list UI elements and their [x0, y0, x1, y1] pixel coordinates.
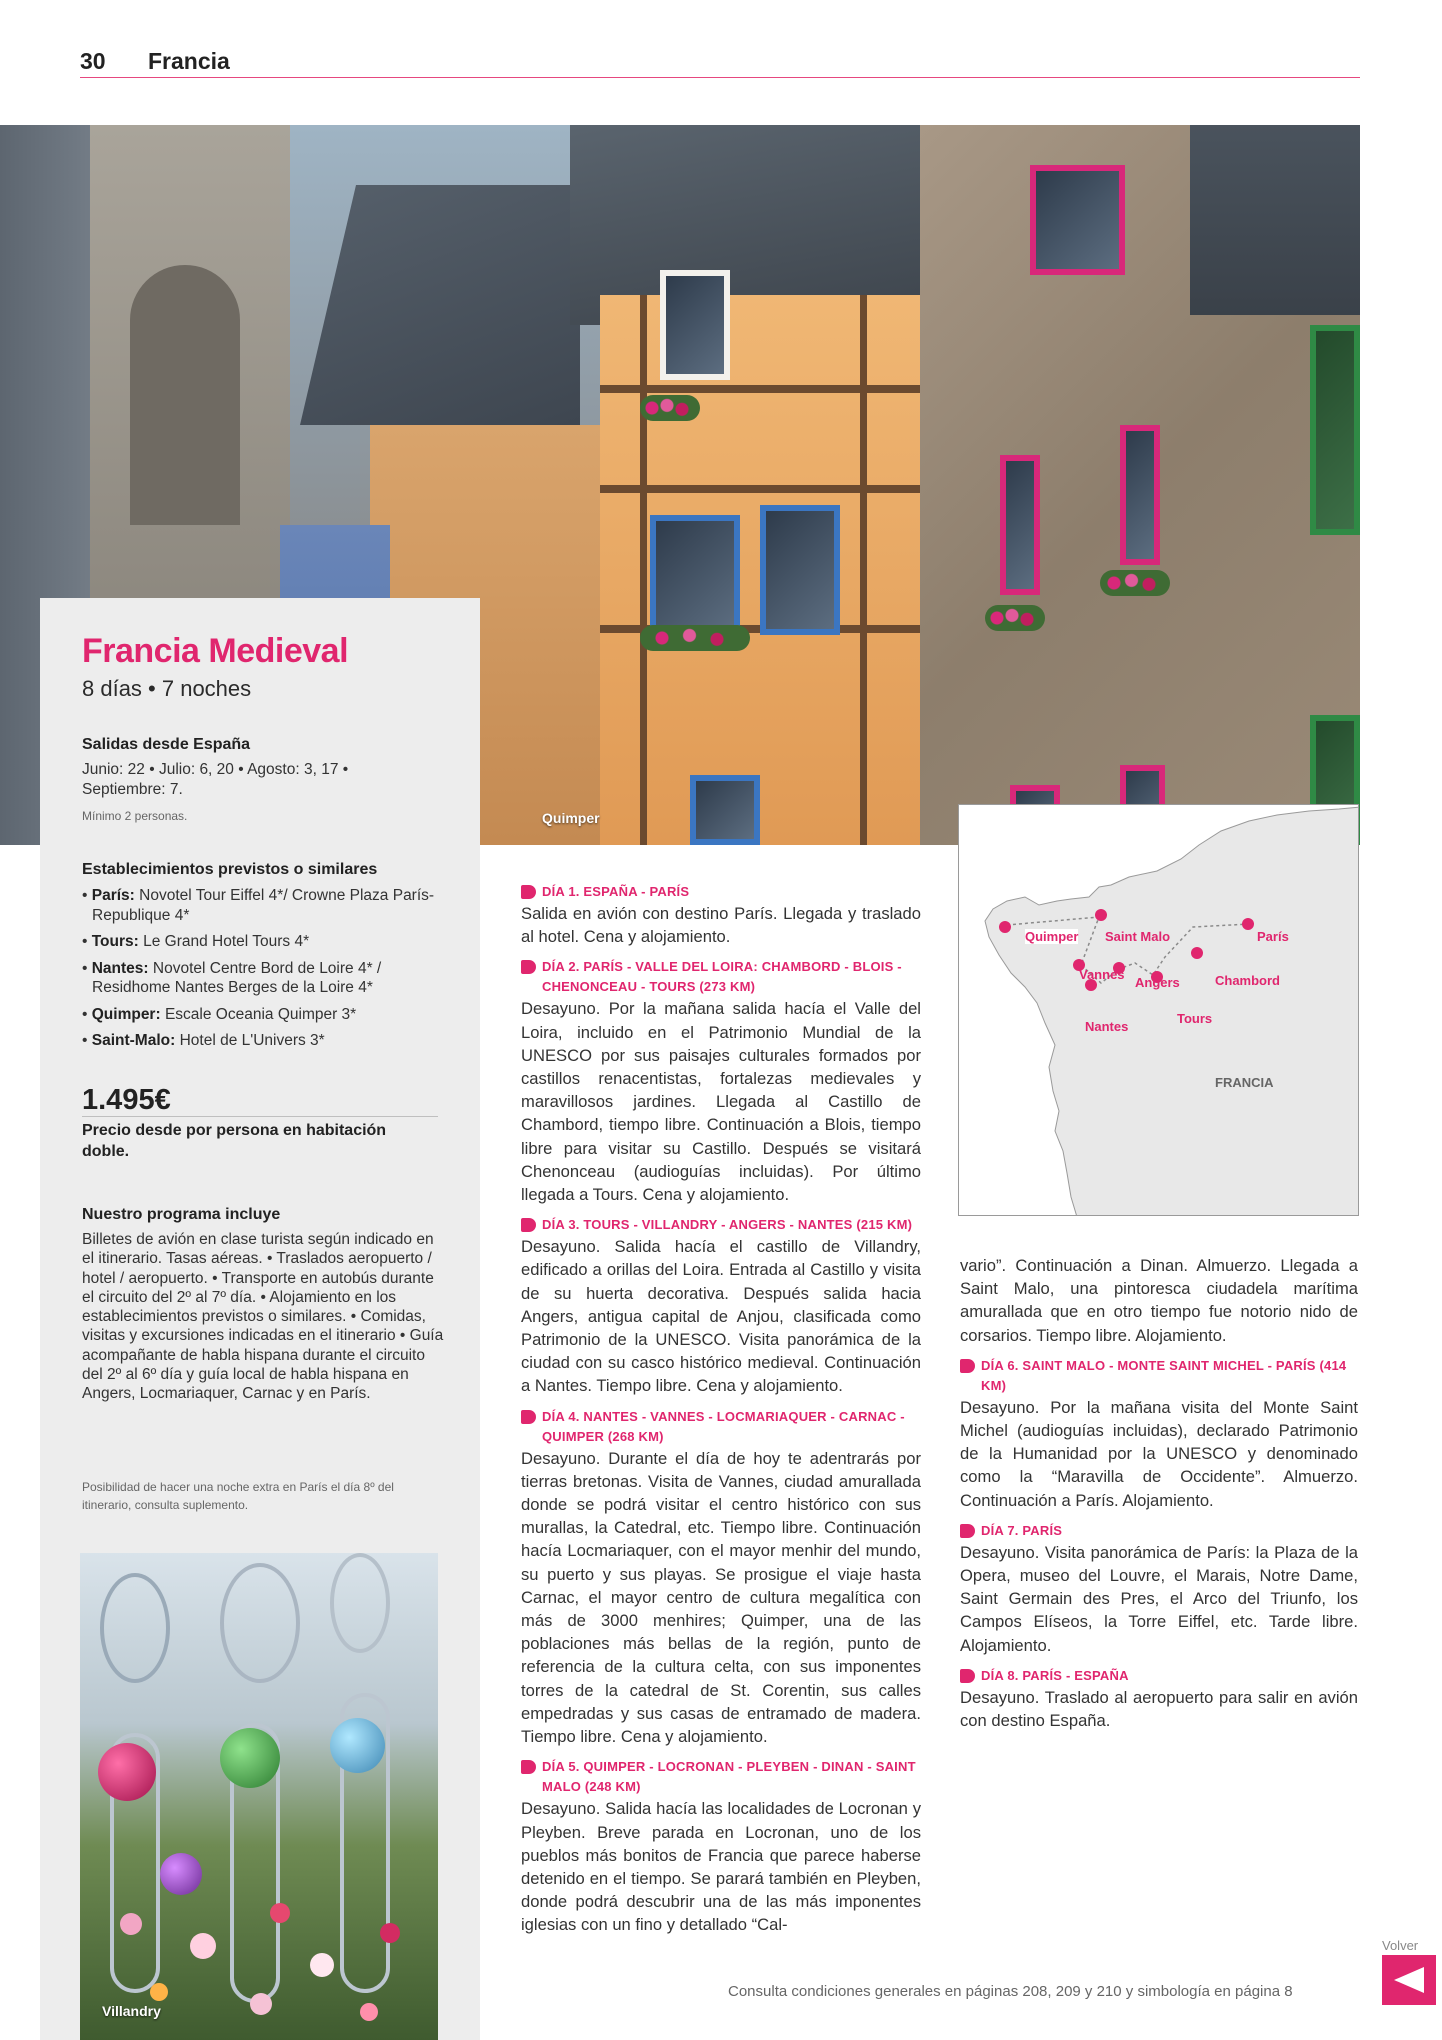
day-heading: DÍA 6. SAINT MALO - MONTE SAINT MICHEL - PARÍS (414 KM)	[981, 1357, 1347, 1393]
trip-title: Francia Medieval	[82, 632, 349, 670]
day-heading: DÍA 5. QUIMPER - LOCRONAN - PLEYBEN - DINAN - SAINT MALO (248 KM)	[542, 1759, 916, 1795]
itinerary-day-1	[521, 882, 921, 948]
hotel-item-quimper: • Quimper: Escale Oceania Quimper 3*	[82, 1005, 357, 1023]
day-marker-icon	[960, 1359, 975, 1373]
itinerary-day-4	[521, 1407, 921, 1749]
page-section-title: Francia	[148, 48, 230, 74]
hotel-item-nantes: • Nantes: Novotel Centre Bord de Loire 4* / Residhome Nantes Berges de la Loire 4*	[82, 959, 382, 996]
day-text: Desayuno. Por la mañana salida hacía el Valle del Loira, incluido en el Patrimonio Mundial de la UNESCO por sus paisajes culturales formados por castillos renacentistas, fortalezas medievales y maravillosos jardines. Llegada al Castillo de Chambord, tiempo libre. Continuación a Blois, tiempo libre para visitar su Castillo. Después se visitará Chenonceau (audioguías incluidas). Por último llegada a Tours. Cena y alojamiento.	[521, 999, 921, 1205]
day-text: Desayuno. Salida hacía las localidades de Locronan y Pleyben. Breve parada en Locronan, uno de los pueblos más bonitos de Francia que parece haberse detenido en el tiempo. Se parará también en Pleyben, donde podrá descubrir una de las más imponentes iglesias con un fino y detallado “Cal-	[521, 1799, 921, 1935]
map-point-chambord	[1191, 947, 1203, 959]
itinerary-day-5-continued	[960, 1254, 1358, 1347]
hotel-city: Saint-Malo:	[91, 1032, 176, 1049]
price-description: Precio desde por persona en habitación doble.	[82, 1122, 387, 1160]
day-heading: DÍA 4. NANTES - VANNES - LOCMARIAQUER - CARNAC - QUIMPER (268 KM)	[542, 1408, 905, 1444]
map-label-chambord: Chambord	[1215, 973, 1280, 988]
map-label-angers: Angers	[1135, 975, 1180, 990]
route-map-svg	[959, 805, 1359, 1216]
day-text: vario”. Continuación a Dinan. Almuerzo. Llegada a Saint Malo, una pintoresca ciudadela marítima amurallada que en otro tiempo fue notorio nido de corsarios. Tiempo libre. Alojamiento.	[960, 1256, 1358, 1345]
itinerary-day-2	[521, 957, 921, 1206]
hotel-name: Novotel Centre Bord de Loire 4* / Residhome Nantes Berges de la Loire 4*	[92, 959, 382, 996]
map-point-quimper	[999, 921, 1011, 933]
day-marker-icon	[521, 885, 536, 899]
day-marker-icon	[521, 1410, 536, 1424]
departures-heading: Salidas desde España	[82, 736, 251, 753]
back-button[interactable]	[1382, 1955, 1436, 2005]
day-text: Desayuno. Traslado al aeropuerto para salir en avión con destino España.	[960, 1687, 1358, 1731]
itinerary-day-5	[521, 1757, 921, 1936]
hotel-item-tours: • Tours: Le Grand Hotel Tours 4*	[82, 933, 310, 950]
map-label-paris: París	[1257, 929, 1289, 944]
day-heading: DÍA 8. PARÍS - ESPAÑA	[981, 1667, 1129, 1683]
day-marker-icon	[960, 1524, 975, 1538]
hotel-item-paris: • París: Novotel Tour Eiffel 4*/ Crowne Plaza París-Republique 4*	[82, 887, 435, 924]
day-marker-icon	[521, 960, 536, 974]
hotel-item-saint-malo: • Saint-Malo: Hotel de L'Univers 3*	[82, 1032, 325, 1049]
extra-night-note: Posibilidad de hacer una noche extra en París el día 8º del itinerario, consulta suplemento.	[82, 1480, 394, 1512]
day-text: Salida en avión con destino París. Llegada y traslado al hotel. Cena y alojamiento.	[521, 904, 921, 947]
hotel-name: Escale Oceania Quimper 3*	[164, 1005, 357, 1023]
itinerary-column-2	[960, 1254, 1358, 1741]
day-text: Desayuno. Por la mañana visita del Monte Saint Michel (audioguías incluidas), declarado Patrimonio de la Humanidad por la UNESCO y denominado como la “Maravilla de Occidente”. Almuerzo. Continuación a París. Alojamiento.	[960, 1397, 1358, 1510]
route-map	[958, 804, 1359, 1216]
hero-photo-caption: Quimper	[542, 810, 600, 826]
day-marker-icon	[960, 1669, 975, 1683]
hotel-city: Tours:	[91, 933, 139, 950]
trip-duration: 8 días • 7 noches	[82, 676, 252, 701]
map-label-saint-malo: Saint Malo	[1105, 929, 1171, 944]
back-label: Volver	[1382, 1938, 1419, 1953]
footer-conditions-note: Consulta condiciones generales en páginas 208, 209 y 210 y simbología en página 8	[728, 1983, 1293, 2000]
hotel-city: Quimper:	[91, 1005, 161, 1023]
departures-dates: Junio: 22 • Julio: 6, 20 • Agosto: 3, 17 • Septiembre: 7.	[82, 761, 349, 798]
price-divider	[82, 1116, 438, 1117]
day-text: Desayuno. Durante el día de hoy te adentrarás por tierras bretonas. Visita de Vannes, ciudad amurallada donde se podrá visitar el centro histórico con sus murallas, la Catedral, etc. Tiempo libre. Continuación hacía Locmariaquer, con el mayor menhir del mundo, su puerto y sus playas. Se prosigue el viaje hasta Carnac, el mayor centro de cultura megalítica con más de 3000 menhires; Quimper, una de las poblaciones más bellas de la región, punto de referencia de la cultura celta, con sus imponentes torres de la catedral de St. Corentin, sus calles empedradas y sus casas de entramado de madera. Tiempo libre. Cena y alojamiento.	[521, 1448, 921, 1747]
day-heading: DÍA 3. TOURS - VILLANDRY - ANGERS - NANTES (215 KM)	[542, 1217, 913, 1233]
map-point-paris	[1242, 918, 1254, 930]
day-text: Desayuno. Salida hacía el castillo de Villandry, edificado a orillas del Loira. Entrada al Castillo y visita de su huerta decorativa. Después salida hacia Angers, antigua capital de Anjou, clasificada como Patrimonio de la UNESCO. Visita panorámica de la ciudad con su casco histórico medieval. Continuación a Nantes. Tiempo libre. Cena y alojamiento.	[521, 1237, 921, 1396]
itinerary-day-6	[960, 1356, 1358, 1512]
hotel-name: Hotel de L'Univers 3*	[179, 1032, 325, 1049]
hotel-list	[82, 886, 452, 1058]
map-label-vannes: Vannes	[1079, 967, 1125, 982]
villandry-photo	[80, 1553, 438, 2040]
itinerary-day-8	[960, 1666, 1358, 1732]
itinerary-day-7	[960, 1521, 1358, 1657]
program-includes-text: Billetes de avión en clase turista según indicado en el itinerario. Tasas aéreas. • Traslados aeropuerto / hotel / aeropuerto. • Transporte en autobús durante el circuito del 2º al 7º día. • Alojamiento en los establecimientos previstos o similares. • Comidas, visitas y excursiones indicadas en el itinerario • Guía acompañante de habla hispana durante el circuito del 2º al 6º día y guía local de habla hispana en Angers, Locmariaquer, Carnac y en París.	[82, 1231, 444, 1403]
trip-price: 1.495€	[82, 1084, 171, 1116]
arrow-left-icon	[1394, 1967, 1424, 1993]
hotel-city: Nantes:	[91, 959, 149, 977]
map-label-tours: Tours	[1177, 1011, 1213, 1026]
itinerary-day-3	[521, 1215, 921, 1397]
day-marker-icon	[521, 1218, 536, 1232]
hotels-heading: Establecimientos previstos o similares	[82, 861, 378, 878]
minimum-persons-note: Mínimo 2 personas.	[82, 809, 188, 823]
page-number: 30	[80, 48, 106, 74]
map-label-country: FRANCIA	[1215, 1075, 1274, 1090]
day-heading: DÍA 7. PARÍS	[981, 1522, 1063, 1538]
day-text: Desayuno. Visita panorámica de París: la Plaza de la Opera, museo del Louvre, el Marais, Notre Dame, Saint Germain des Pres, el Arco del Triunfo, los Campos Elíseos, la Torre Eiffel, etc. Tarde libre. Alojamiento.	[960, 1542, 1358, 1655]
program-heading: Nuestro programa incluye	[82, 1206, 281, 1223]
itinerary-column-1	[521, 882, 921, 1946]
day-heading: DÍA 2. PARÍS - VALLE DEL LOIRA: CHAMBORD - BLOIS - CHENONCEAU - TOURS (273 KM)	[542, 959, 902, 995]
map-label-nantes: Nantes	[1085, 1019, 1129, 1034]
hotel-name: Novotel Tour Eiffel 4*/ Crowne Plaza París-Republique 4*	[92, 887, 435, 924]
day-marker-icon	[521, 1760, 536, 1774]
hotel-city: París:	[91, 887, 135, 904]
day-heading: DÍA 1. ESPAÑA - PARÍS	[542, 884, 690, 899]
hotel-name: Le Grand Hotel Tours 4*	[143, 933, 310, 950]
villandry-photo-caption: Villandry	[102, 2003, 161, 2019]
page-header	[80, 48, 1360, 78]
map-point-saint-malo	[1095, 909, 1107, 921]
map-label-quimper: Quimper	[1025, 929, 1079, 944]
